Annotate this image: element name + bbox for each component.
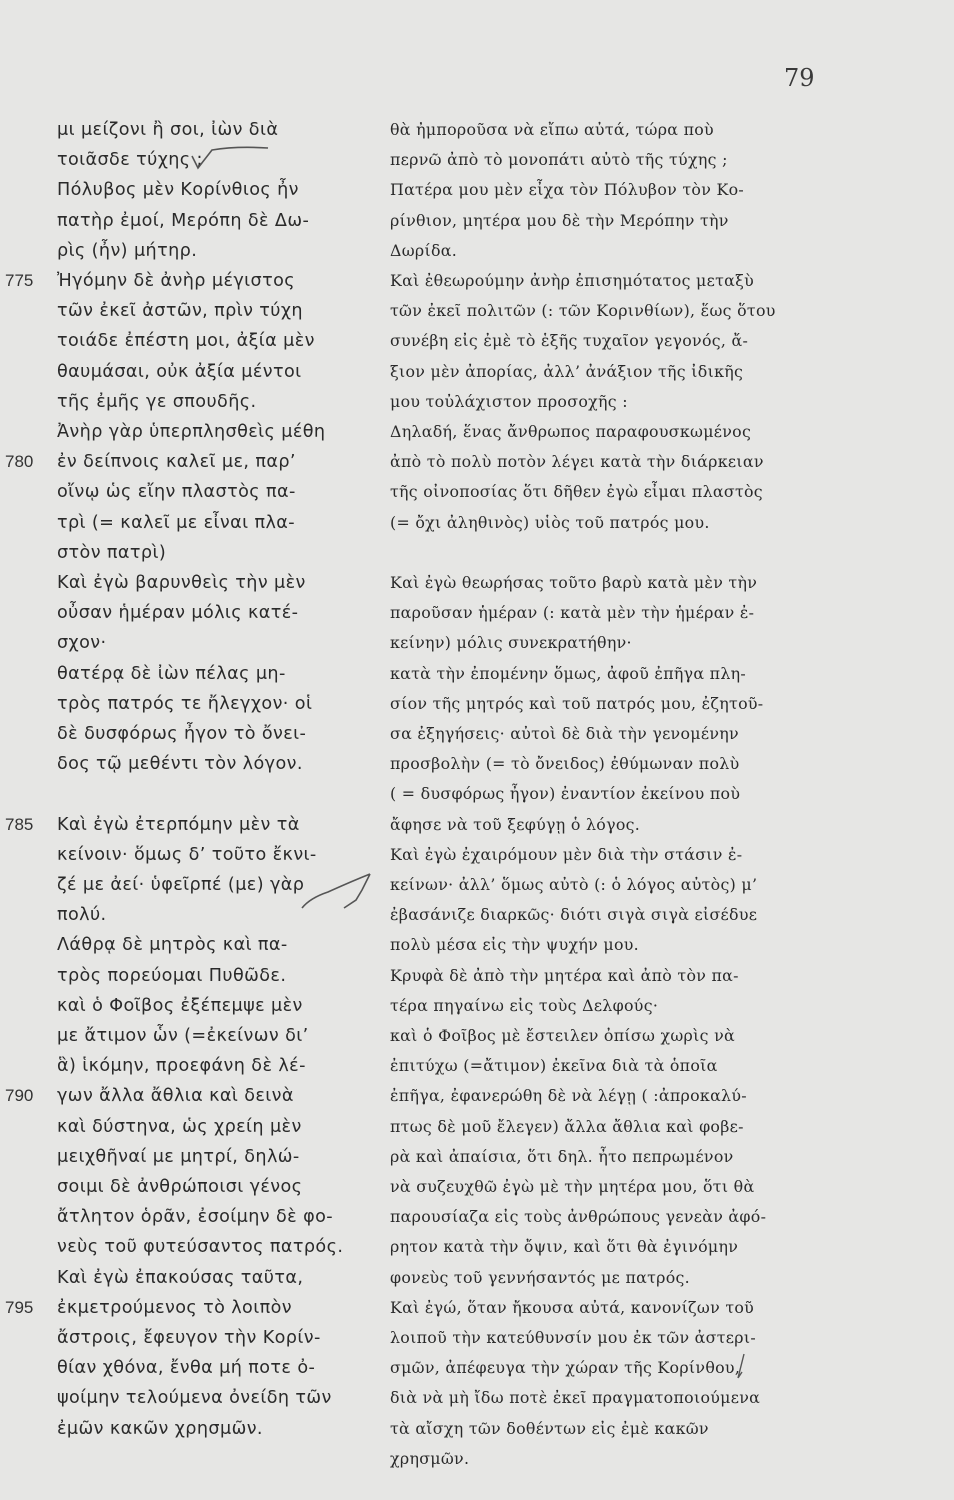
text-line: Κρυφὰ δὲ ἀπὸ τὴν μητέρα καὶ ἀπὸ τὸν πα- (390, 966, 739, 985)
text-line: Καὶ ἐγώ, ὅταν ἤκουσα αὐτά, κανονίζων τοῦ (390, 1298, 755, 1317)
text-line: νεὺς τοῦ φυτεύσαντος πατρός. (57, 1237, 344, 1257)
text-line: καὶ ὁ Φοῖβος μὲ ἔστειλεν ὀπίσω χωρὶς νὰ (390, 1026, 735, 1045)
text-line: Καὶ ἐγὼ ἐπακούσας ταῦτα, (57, 1268, 304, 1288)
text-line: τοιάδε ἐπέστη μοι, ἀξία μὲν (57, 331, 315, 351)
text-line: καὶ ὁ Φοῖβος ἐξέπεμψε μὲν (57, 996, 303, 1016)
text-line: ἐπιτύχω (=ἄτιμον) ἐκεῖνα διὰ τὰ ὁποῖα (390, 1056, 718, 1075)
text-line: χρησμῶν. (390, 1449, 470, 1468)
text-line: τρὸς πατρός τε ἤλεγχον· οἱ (57, 694, 313, 714)
text-line: μειχθῆναί με μητρί, δηλώ- (57, 1147, 300, 1167)
text-line: ἀπὸ τὸ πολὺ ποτὸν λέγει κατὰ τὴν διάρκειαν (390, 452, 764, 471)
text-line: ἄφησε νὰ τοῦ ξεφύγῃ ὁ λόγος. (390, 815, 641, 834)
text-line: σοιμι δὲ ἀνθρώποισι γένος (57, 1177, 303, 1197)
text-line: γων ἄλλα ἄθλια καὶ δεινὰ (57, 1086, 294, 1106)
text-line: πτως δὲ μοῦ ἔλεγεν) ἄλλα ἄθλια καὶ φοβε- (390, 1117, 744, 1136)
text-line: ἐμῶν κακῶν χρησμῶν. (57, 1419, 263, 1439)
text-line: μου τοὐλάχιστον προσοχῆς : (390, 392, 628, 411)
text-line: ἐπῆγα, ἐφανερώθη δὲ νὰ λέγῃ ( :ἀπροκαλύ- (390, 1086, 747, 1105)
text-line: θαυμάσαι, οὐκ ἀξία μέντοι (57, 362, 302, 382)
text-line: περνῶ ἀπὸ τὸ μονοπάτι αὐτὸ τῆς τύχης ; (390, 150, 728, 169)
text-line: ἐκμετρούμενος τὸ λοιπὸν (57, 1298, 292, 1318)
text-line: Καὶ ἐγὼ ἐτερπόμην μὲν τὰ (57, 815, 300, 835)
pen-check-mark-1 (188, 144, 272, 172)
text-line: Καὶ ἐγὼ βαρυνθεὶς τὴν μὲν (57, 573, 306, 593)
text-line: Ἠγόμην δὲ ἀνὴρ μέγιστος (57, 271, 295, 291)
text-line: (= ὄχι ἀληθινὸς) υἱὸς τοῦ πατρός μου. (390, 513, 710, 532)
text-line: με ἄτιμον ὧν (=ἐκείνων δι’ (57, 1026, 309, 1046)
text-line: τρὸς πορεύομαι Πυθῶδε. (57, 966, 287, 986)
text-line: νὰ συζευχθῶ ἐγὼ μὲ τὴν μητέρα μου, ὅτι θὰ (390, 1177, 755, 1196)
text-line: φονεὺς τοῦ γεννήσαντός με πατρός. (390, 1268, 690, 1287)
text-line: ξιον μὲν ἀπορίας, ἀλλ’ ἀνάξιον τῆς ἰδικῆς (390, 362, 744, 381)
verse-line-number: 795 (5, 1298, 34, 1317)
text-line: Πατέρα μου μὲν εἶχα τὸν Πόλυβον τὸν Κο- (390, 180, 745, 199)
text-line: πολύ. (57, 905, 107, 925)
text-line: ( = δυσφόρως ἦγον) ἐναντίον ἐκείνου ποὺ (390, 784, 741, 803)
text-line: σχον· (57, 633, 107, 653)
text-line: θὰ ἠμποροῦσα νὰ εἴπω αὐτά, τώρα ποὺ (390, 120, 714, 139)
verse-line-number: 785 (5, 815, 34, 834)
text-line: σα ἐξηγήσεις· αὐτοὶ δὲ διὰ τὴν γενομένην (390, 724, 739, 743)
text-line: Ἀνὴρ γὰρ ὑπερπλησθεὶς μέθη (57, 422, 326, 442)
text-line: τὰ αἴσχη τῶν δοθέντων εἰς ἐμὲ κακῶν (390, 1419, 709, 1438)
page-number: 79 (784, 64, 815, 92)
text-line: κείνων· ἀλλ’ ὅμως αὐτὸ (: ὁ λόγος αὐτὸς) μ’ (390, 875, 758, 894)
text-line: παροῦσαν ἡμέραν (: κατὰ μὲν τὴν ἡμέραν ἐ- (390, 603, 755, 622)
text-line: διὰ νὰ μὴ ἴδω ποτὲ ἐκεῖ πραγματοποιούμενα (390, 1388, 761, 1407)
text-line: τῶν ἐκεῖ ἀστῶν, πρὶν τύχη (57, 301, 303, 321)
text-line: προσβολὴν (= τὸ ὄνειδος) ἐθύμωναν πολὺ (390, 754, 740, 773)
text-line: ἐβασάνιζε διαρκῶς· διότι σιγὰ σιγὰ εἰσέδυε (390, 905, 758, 924)
text-line: Καὶ ἐθεωρούμην ἀνὴρ ἐπισημότατος μεταξὺ (390, 271, 754, 290)
text-line: Καὶ ἐγὼ ἐχαιρόμουν μὲν διὰ τὴν στάσιν ἐ- (390, 845, 743, 864)
text-line: καὶ δύστηνα, ὡς χρείη μὲν (57, 1117, 302, 1137)
pen-mark-3 (734, 1352, 750, 1382)
text-line: ρητον κατὰ τὴν ὄψιν, καὶ ὅτι θὰ ἐγινόμην (390, 1237, 739, 1256)
text-line: κείνοιν· ὅμως δ’ τοῦτο ἔκνι- (57, 845, 317, 865)
verse-line-number: 775 (5, 271, 34, 290)
verse-line-number: 790 (5, 1086, 34, 1105)
text-line: ρίνθιον, μητέρα μου δὲ τὴν Μερόπην τὴν (390, 211, 729, 230)
text-line: ρὰ καὶ ἀπαίσια, ὅτι δηλ. ἦτο πεπρωμένον (390, 1147, 734, 1166)
text-line: ψοίμην τελούμενα ὀνείδη τῶν (57, 1388, 332, 1408)
text-line: τοιᾶσδε τύχης ; (57, 150, 203, 170)
text-line: δὲ δυσφόρως ἦγον τὸ ὄνει- (57, 724, 307, 744)
text-line: ἃ) ἱκόμην, προεφάνη δὲ λέ- (57, 1056, 306, 1076)
text-line: Πόλυβος μὲν Κορίνθιος ἦν (57, 180, 299, 200)
text-line: Καὶ ἐγὼ θεωρήσας τοῦτο βαρὺ κατὰ μὲν τὴν (390, 573, 758, 592)
text-line: δος τῷ μεθέντι τὸν λόγον. (57, 754, 303, 774)
text-line: σμῶν, ἀπέφευγα τὴν χώραν τῆς Κορίνθου, (390, 1358, 741, 1377)
text-line: οὖσαν ἡμέραν μόλις κατέ- (57, 603, 299, 623)
text-line: τρὶ (= καλεῖ με εἶναι πλα- (57, 513, 296, 533)
pen-check-mark-2 (300, 868, 380, 914)
text-line: ζέ με ἀεί· ὑφεῖρπέ (με) γὰρ (57, 875, 305, 895)
text-line: Λάθρᾳ δὲ μητρὸς καὶ πα- (57, 935, 288, 955)
text-line: πολὺ μέσα εἰς τὴν ψυχήν μου. (390, 935, 639, 954)
text-line: μι μείζονι ἢ σοι, ἰὼν διὰ (57, 120, 279, 140)
text-line: ἄστροις, ἔφευγον τὴν Κορίν- (57, 1328, 321, 1348)
text-line: τῆς οἰνοποσίας ὅτι δῆθεν ἐγὼ εἶμαι πλαστὸς (390, 482, 763, 501)
text-line: θίαν χθόνα, ἔνθα μή ποτε ὀ- (57, 1358, 316, 1378)
text-line: λοιποῦ τὴν κατεύθυνσίν μου ἐκ τῶν ἀστερι- (390, 1328, 756, 1347)
text-line: στὸν πατρὶ) (57, 543, 167, 563)
text-line: τέρα πηγαίνω εἰς τοὺς Δελφούς· (390, 996, 659, 1015)
text-line: ρὶς (ἦν) μήτηρ. (57, 241, 198, 261)
text-line: κατὰ τὴν ἐπομένην ὅμως, ἀφοῦ ἐπῆγα πλη- (390, 664, 747, 683)
verse-line-number: 780 (5, 452, 34, 471)
text-line: ἐν δείπνοις καλεῖ με, παρ’ (57, 452, 296, 472)
text-line: παρουσίαζα εἰς τοὺς ἀνθρώπους γενεὰν ἀφό- (390, 1207, 767, 1226)
text-line: οἴνῳ ὡς εἴην πλαστὸς πα- (57, 482, 296, 502)
text-line: θατέρᾳ δὲ ἰὼν πέλας μη- (57, 664, 286, 684)
text-line: συνέβη εἰς ἐμὲ τὸ ἑξῆς τυχαῖον γεγονός, ἄ- (390, 331, 749, 350)
text-line: ἄτλητον ὁρᾶν, ἐσοίμην δὲ φο- (57, 1207, 333, 1227)
text-line: τῶν ἐκεῖ πολιτῶν (: τῶν Κορινθίων), ἕως ὅτου (390, 301, 776, 320)
text-line: Δωρίδα. (390, 241, 458, 260)
text-line: σίον τῆς μητρός καὶ τοῦ πατρός μου, ἐζητοῦ- (390, 694, 764, 713)
text-line: πατὴρ ἐμοί, Μερόπη δὲ Δω- (57, 211, 310, 231)
text-line: κείνην) μόλις συνεκρατήθην· (390, 633, 632, 652)
text-line: τῆς ἐμῆς γε σπουδῆς. (57, 392, 257, 412)
text-line: Δηλαδή, ἕνας ἄνθρωπος παραφουσκωμένος (390, 422, 752, 441)
